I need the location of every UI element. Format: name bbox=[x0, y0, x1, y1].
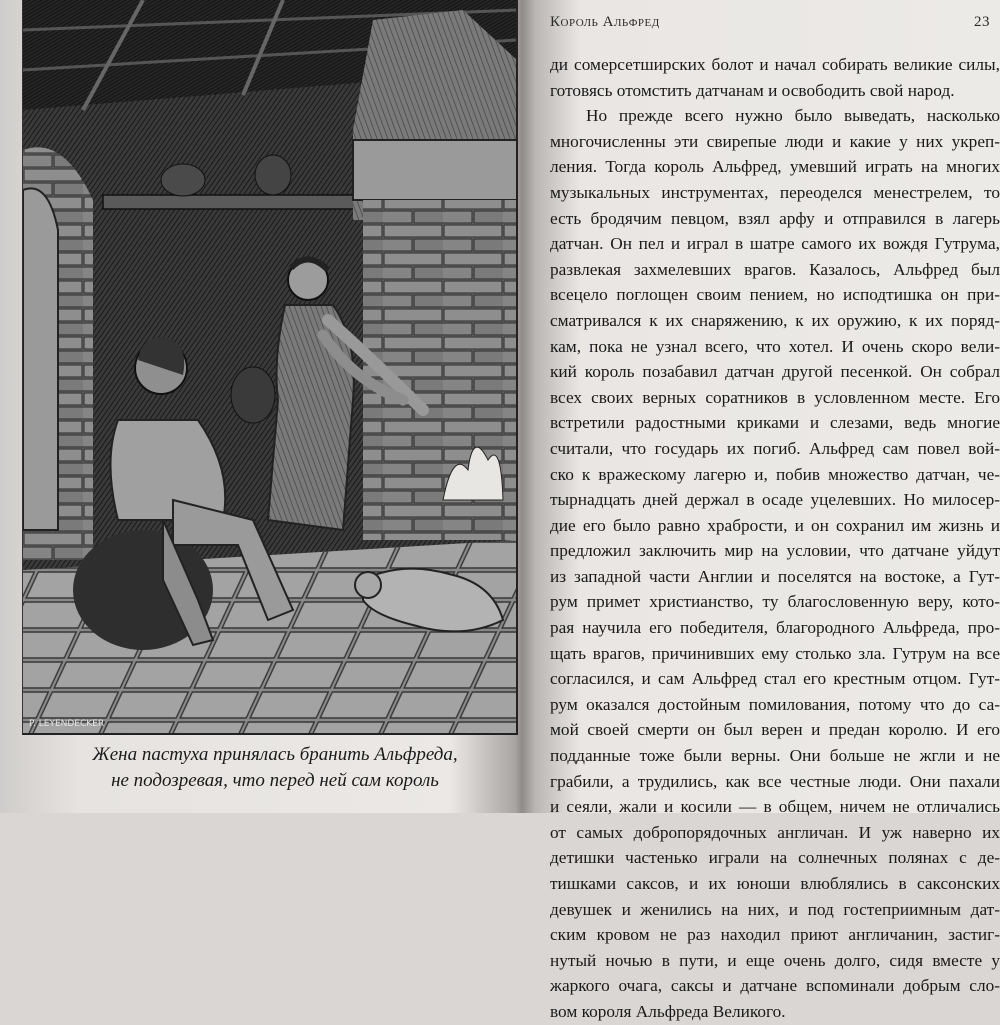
text-line: жаркого очага, саксы и датчане вспоминали добрым сло- bbox=[550, 976, 1000, 996]
text-line: рая научила его победителя, благородного Альфреда, про- bbox=[550, 618, 1000, 638]
engraving-image bbox=[23, 0, 517, 733]
text-line: кам, пока не узнал всего, что хотел. И очень скоро вели- bbox=[550, 336, 1000, 356]
artist-signature: P. LEYENDECKER bbox=[29, 719, 105, 729]
running-head bbox=[550, 14, 1000, 34]
text-line: детишки частенько играли на солнечных полянах с де- bbox=[550, 848, 1000, 868]
chapter-title: Король Альфред bbox=[550, 14, 660, 30]
text-line: рум оказался достойным помилования, потому что до са- bbox=[550, 694, 1000, 714]
caption-line: Жена пастуха принялась бранить Альфреда, bbox=[92, 744, 458, 765]
text-line: считали, что государь их погиб. Альфред сам повел вой- bbox=[550, 438, 1000, 458]
text-line: многочисленны эти свирепые люди и какие у них укреп- bbox=[550, 131, 1000, 151]
text-line: ди сомерсетширских болот и начал собирать великие силы, bbox=[550, 55, 1000, 74]
text-line: согласился, и сам Альфред стал его крестным отцом. Гут- bbox=[550, 669, 1000, 689]
text-line: ско к вражескому лагерю и, побив множество датчан, че- bbox=[550, 464, 1000, 484]
text-line: развлекая захмелевших врагов. Казалось, Альфред был bbox=[550, 259, 1000, 279]
text-line: всех своих верных соратников в условленном месте. Его bbox=[550, 387, 1000, 407]
text-line: нутый ночью в пути, и еще очень долго, сидя вместе у bbox=[550, 950, 1000, 970]
body-text bbox=[550, 52, 1000, 1025]
text-line: сматривался к их снаряжению, к их оружию, к их поряд- bbox=[550, 310, 1000, 330]
text-line: тишками саксов, и их юноши влюблялись в саксонских bbox=[550, 874, 1000, 893]
text-line: от самых добропорядочных англичан. И уж наверно их bbox=[550, 822, 1000, 842]
text-line: рум примет христианство, ту благословенную веру, кото- bbox=[550, 592, 1000, 612]
text-line: тырнадцать дней держал в осаде уцелевших. Но милосер- bbox=[550, 490, 1000, 510]
text-line: кий король позабавил датчан другой песенкой. Он собрал bbox=[550, 362, 1000, 382]
text-line: предложил заключить мир на условии, что датчане уйдут bbox=[550, 541, 1000, 561]
text-line: всецело поглощен своим пением, но исподтишка он при- bbox=[550, 285, 1000, 305]
text-line: вом короля Альфреда Великого. bbox=[550, 1001, 786, 1021]
text-line: ским кровом не раз находил приют англичанин, застиг- bbox=[550, 925, 1000, 945]
text-line: грабили, а трудились, как все честные люди. Они пахали bbox=[550, 771, 1000, 791]
text-line: встретили радостными криками и слезами, ведь многие bbox=[550, 413, 1000, 433]
text-line: щать врагов, причинивших ему столько зла. Гутрум на все bbox=[550, 643, 1000, 663]
text-line: и сеяли, жали и косили — в общем, ничем не отличались bbox=[550, 797, 1000, 817]
illustration-caption bbox=[60, 742, 490, 794]
text-line: Но прежде всего нужно было выведать, насколько bbox=[586, 106, 1000, 126]
text-line: из западной части Англии и поселятся на востоке, а Гут- bbox=[550, 566, 1000, 586]
text-line: дие его было равно храбрости, и он сохранил им жизнь и bbox=[550, 515, 1000, 535]
page-number: 23 bbox=[974, 14, 990, 30]
text-line: готовясь отомстить датчанам и освободить свой народ. bbox=[550, 80, 955, 100]
text-line: подданные тоже были верны. Они больше не жгли и не bbox=[550, 746, 1000, 766]
text-line: музыкальных инструментах, переоделся менестрелем, то bbox=[550, 182, 1000, 202]
right-page bbox=[522, 0, 1000, 1021]
text-line: датчан. Он пел и играл в шатре самого их вождя Гутрума, bbox=[550, 234, 1000, 254]
text-line: мой своей смерти он был верен и предан королю. И его bbox=[550, 720, 1000, 740]
text-line: есть бродячим певцом, взял арфу и отправился в лагерь bbox=[550, 208, 1000, 228]
text-line: девушек и женились на них, и под гостеприимным дат- bbox=[550, 899, 1000, 919]
engraving-illustration bbox=[22, 0, 518, 735]
text-line: ления. Тогда король Альфред, умевший играть на многих bbox=[550, 157, 1000, 177]
left-page bbox=[0, 0, 522, 813]
caption-line: не подозревая, что перед ней сам король bbox=[111, 770, 439, 791]
